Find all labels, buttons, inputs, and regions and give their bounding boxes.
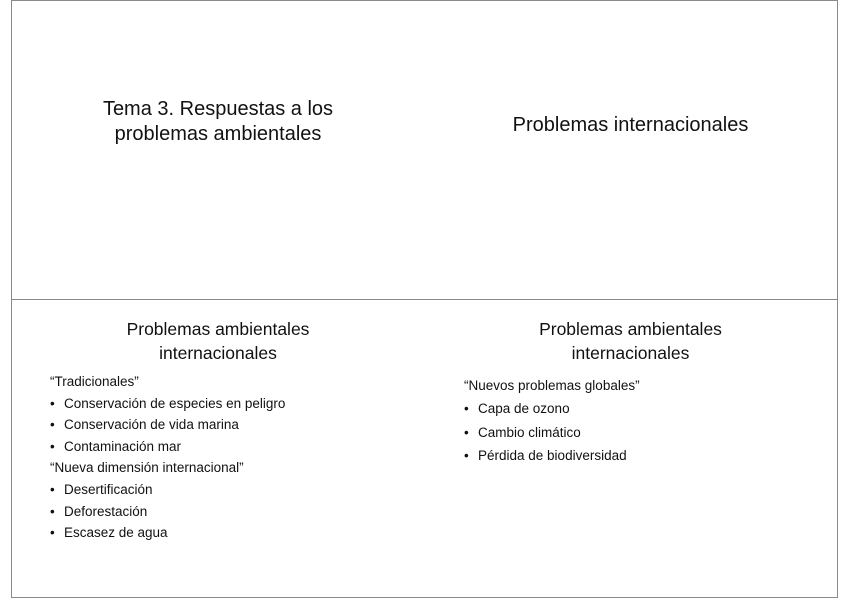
group-heading: “Nuevos problemas globales” — [464, 378, 640, 393]
slide-3-body — [50, 371, 285, 544]
title-line: problemas ambientales — [114, 123, 322, 145]
list-item — [464, 397, 640, 420]
group-heading: “Tradicionales” — [50, 374, 139, 389]
bullet-icon: • — [50, 417, 55, 433]
list-item-text: Contaminación mar — [64, 438, 182, 454]
title-line: Problemas ambientales — [126, 319, 310, 339]
bullet-icon: • — [50, 525, 55, 541]
list-item — [464, 444, 640, 467]
list-item-text: Conservación de especies en peligro — [64, 395, 286, 411]
slide-3 — [11, 299, 425, 598]
list-item-text: Desertificación — [64, 481, 153, 497]
list-item — [50, 501, 285, 523]
bullet-icon: • — [464, 448, 469, 464]
title-line: Tema 3. Respuestas a los — [102, 98, 334, 120]
list-item-text: Cambio climático — [478, 424, 581, 440]
group-heading: “Nueva dimensión internacional” — [50, 460, 244, 476]
bullet-icon: • — [50, 481, 55, 497]
slide-1 — [11, 0, 425, 300]
title-line: Problemas ambientales — [539, 319, 722, 339]
title-line: Problemas internacionales — [512, 114, 749, 136]
bullet-icon: • — [464, 401, 469, 417]
list-item-text: Escasez de agua — [64, 525, 168, 541]
list-item — [50, 522, 285, 544]
list-item — [50, 414, 285, 436]
title-line: internacionales — [571, 343, 690, 363]
list-item — [50, 436, 285, 458]
slide-3-title — [12, 317, 424, 365]
list-item-text: Pérdida de biodiversidad — [478, 448, 627, 464]
list-item-text: Deforestación — [64, 503, 148, 519]
list-item — [50, 393, 285, 415]
slide-1-title — [12, 97, 424, 147]
bullet-icon: • — [50, 395, 55, 411]
slide-4-title — [424, 317, 837, 365]
list-item — [464, 421, 640, 444]
list-item — [50, 479, 285, 501]
bullet-icon: • — [464, 424, 469, 440]
slide-2-title — [424, 113, 837, 138]
bullet-icon: • — [50, 503, 55, 519]
list-item-text: Capa de ozono — [478, 401, 570, 417]
slide-4 — [424, 299, 838, 598]
slide-2 — [424, 0, 838, 300]
bullet-icon: • — [50, 438, 55, 454]
slide-4-body — [464, 374, 640, 468]
title-line: internacionales — [159, 343, 277, 363]
list-item-text: Conservación de vida marina — [64, 417, 239, 433]
